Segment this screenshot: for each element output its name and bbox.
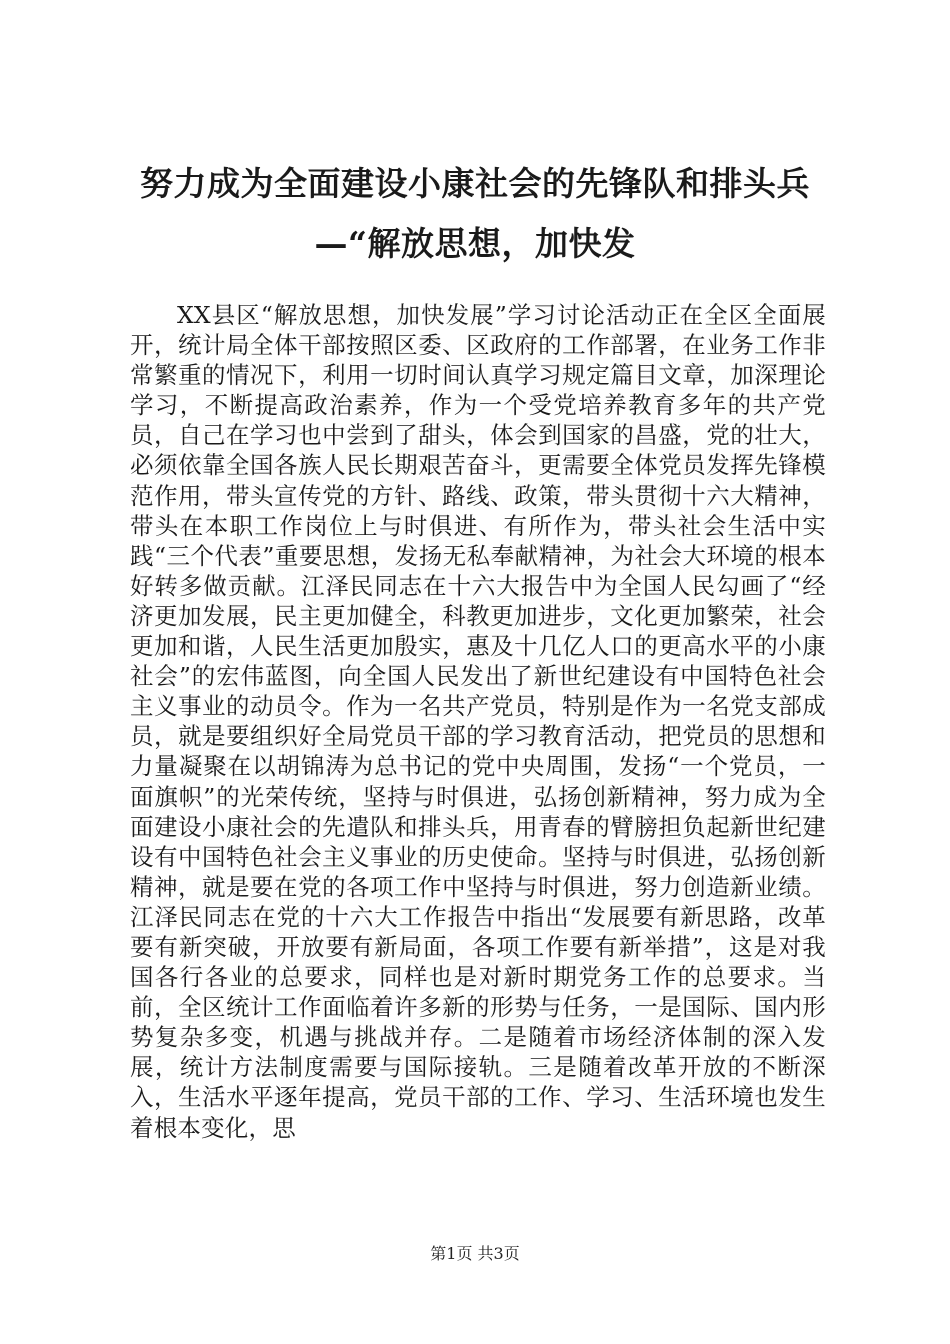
document-title: 努力成为全面建设小康社会的先锋队和排头兵 — [140, 164, 810, 203]
body-paragraph: XX县区“解放思想，加快发展”学习讨论活动正在全区全面展开，统计局全体干部按照区委、区政府的工作部署，在业务工作非常繁重的情况下，利用一切时间认真学习规定篇目文章，加深理论学习，不断提高政治素养，作为一个受党培养教育多年的共产党员，自己在学习也中尝到了甜头，体会到国家的昌盛，党的壮大，必须依靠全国各族人民长期艰苦奋斗，更需要全体党员发挥先锋模范作用，带头宣传党的方针、路线、政策，带头贯彻十六大精神，带头在本职工作岗位上与时俱进、有所作为，带头社会生活中实践“三个代表”重要思想，发扬无私奉献精神，为社会大环境的根本好转多做贡献。江泽民同志在十六大报告中为全国人民勾画了“经济更加发展，民主更加健全，科教更加进步，文化更加繁荣，社会更加和谐，人民生活更加殷实，惠及十几亿人口的更高水平的小康社会”的宏伟蓝图，向全国人民发出了新世纪建设有中国特色社会主义事业的动员令。作为一名共产党员，特别是作为一名党支部成员，就是要组织好全局党员干部的学习教育活动，把党员的思想和力量凝聚在以胡锦涛为总书记的党中央周围，发扬“一个党员，一面旗帜”的光荣传统，坚持与时俱进，弘扬创新精神，努力成为全面建设小康社会的先遣队和排头兵，用青春的臂膀担负起新世纪建设有中国特色社会主义事业的历史使命。坚持与时俱进，弘扬创新精神，就是要在党的各项工作中坚持与时俱进，努力创造新业绩。江泽民同志在党的十六大工作报告中指出“发展要有新思路，改革要有新突破，开放要有新局面，各项工作要有新举措”，这是对我国各行各业的总要求，同样也是对新时期党务工作的总要求。当前，全区统计工作面临着许多新的形势与任务，一是国际、国内形势复杂多变，机遇与挑战并存。二是随着市场经济体制的深入发展，统计方法制度需要与国际接轨。三是随着改革开放的不断深入，生活水平逐年提高，党员干部的工作、学习、生活环境也发生着根本变化，思 — [130, 301, 826, 1142]
document-subtitle: —“解放思想，加快发 — [314, 224, 636, 263]
page-number-footer: 第1页 共3页 — [430, 1244, 520, 1263]
